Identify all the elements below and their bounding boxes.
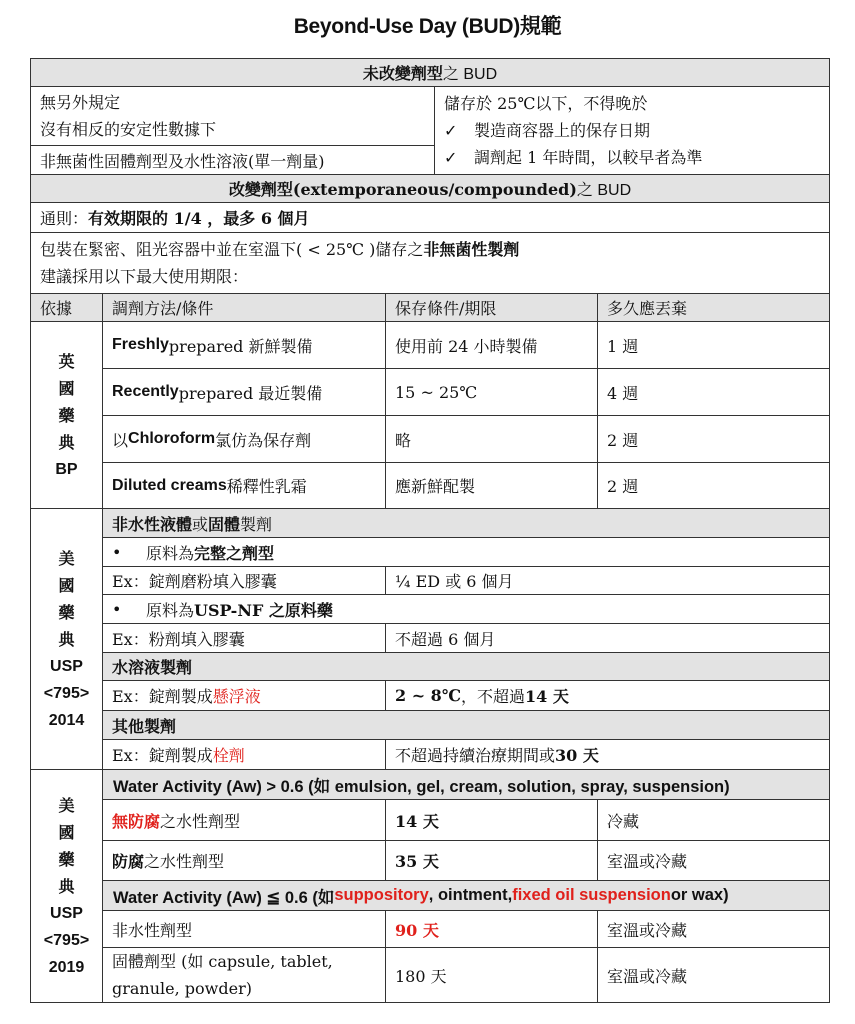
packaging-line-2: 建議採用以下最大使用期限： [40, 267, 249, 286]
usp2014-label: 美 國 藥 典 USP <795> 2014 [30, 508, 103, 770]
usp2014-ex4-value: 不超過持續治療期間或 30 天 [385, 739, 830, 770]
modified-header-suffix: 之 BUD [576, 182, 632, 199]
modified-header-main: 改變劑型(extemporaneous/compounded) [228, 180, 577, 199]
bp-row-3-method: 以 Chloroform 氯仿為保存劑 [102, 415, 386, 463]
modified-header [30, 174, 830, 203]
unmodified-header-suffix: 之 BUD [442, 66, 498, 83]
unmodified-rule [434, 86, 830, 175]
usp2019-high-row-2-days: 35 天 [385, 840, 598, 881]
check-icon: ✓ [444, 121, 458, 140]
usp2014-section-other: 其他製劑 [102, 710, 830, 740]
bp-row-1-discard: 1 週 [597, 321, 830, 369]
scope-text: 非無菌性固體劑型及水性溶液(單一劑量) [40, 151, 325, 171]
usp2019-aw-high: Water Activity (Aw) > 0.6 (如 emulsion, gel, cream, solution, spray, suspension) [102, 769, 830, 800]
bp-row-4-method: Diluted creams 稀釋性乳霜 [102, 462, 386, 509]
col-header-discard: 多久應丟棄 [597, 293, 830, 322]
col-header-basis: 依據 [30, 293, 103, 322]
usp2019-high-row-2-type: 防腐 之水性劑型 [102, 840, 386, 881]
usp2014-ex1-value: ¼ ED 或 6 個月 [385, 566, 830, 595]
bullet-icon: • [112, 542, 122, 562]
col-header-method: 調劑方法/條件 [102, 293, 386, 322]
bp-row-4-storage: 應新鮮配製 [385, 462, 598, 509]
usp2014-ex1: Ex：錠劑磨粉填入膠囊 [102, 566, 386, 595]
bp-row-2-discard: 4 週 [597, 368, 830, 416]
condition-line-2: 沒有相反的安定性數據下 [40, 120, 217, 139]
bp-row-2-storage: 15 ~ 25℃ [385, 368, 598, 416]
bullet-icon: • [112, 599, 122, 619]
general-rule-label: 通則： [40, 209, 89, 228]
unmodified-header-main: 未改變劑型 [362, 64, 443, 83]
usp2014-section-aqueous: 水溶液製劑 [102, 652, 830, 681]
usp2019-low-row-2-days: 180 天 [385, 947, 598, 1003]
usp2014-bullet-1: • 原料為 完整之劑型 [102, 537, 830, 567]
usp2019-high-row-2-storage: 室溫或冷藏 [597, 840, 830, 881]
usp2014-ex3: Ex：錠劑製成 懸浮液 [102, 680, 386, 711]
packaging-line-1: 包裝在緊密、阻光容器中並在室溫下( < 25℃ )儲存之非無菌性製劑 [40, 240, 520, 259]
unmodified-header [30, 58, 830, 87]
usp2019-high-row-1-type: 無防腐 之水性劑型 [102, 799, 386, 841]
bp-row-1-storage: 使用前 24 小時製備 [385, 321, 598, 369]
usp2014-ex3-value: 2 ~ 8℃ ，不超過 14 天 [385, 680, 830, 711]
col-header-storage: 保存條件/期限 [385, 293, 598, 322]
condition-line-1: 無另外規定 [40, 93, 121, 112]
usp2019-low-row-1-type: 非水性劑型 [102, 910, 386, 948]
usp2019-low-row-1-days: 90 天 [385, 910, 598, 948]
usp2014-ex2: Ex：粉劑填入膠囊 [102, 623, 386, 653]
bp-row-2-method: Recently prepared 最近製備 [102, 368, 386, 416]
unmodified-scope [30, 145, 435, 175]
rule-line: 儲存於 25℃以下，不得晚於 [444, 94, 648, 113]
rule-item-2: ✓ 調劑起 1 年時間，以較早者為準 [444, 144, 702, 171]
usp2014-section-nonaqueous: 非水性液體 或 固體 製劑 [102, 508, 830, 538]
bp-row-3-discard: 2 週 [597, 415, 830, 463]
bp-row-1-method: Freshly prepared 新鮮製備 [102, 321, 386, 369]
bp-row-3-storage: 略 [385, 415, 598, 463]
check-icon: ✓ [444, 148, 458, 167]
bp-row-4-discard: 2 週 [597, 462, 830, 509]
usp2019-high-row-1-storage: 冷藏 [597, 799, 830, 841]
packaging-note [30, 232, 830, 294]
page-title: Beyond-Use Day (BUD)規範 [293, 15, 562, 38]
rule-item-1: ✓ 製造商容器上的保存日期 [444, 117, 650, 144]
general-rule-value: 有效期限的 1/4 ，最多 6 個月 [88, 209, 310, 228]
usp2019-low-row-2-storage: 室溫或冷藏 [597, 947, 830, 1003]
usp2014-bullet-2: • 原料為 USP-NF 之原料藥 [102, 594, 830, 624]
usp2014-ex4: Ex：錠劑製成 栓劑 [102, 739, 386, 770]
usp2019-high-row-1-days: 14 天 [385, 799, 598, 841]
unmodified-condition [30, 86, 435, 146]
bp-label: 英 國 藥 典 BP [30, 321, 103, 509]
usp2014-ex2-value: 不超過 6 個月 [385, 623, 830, 653]
usp2019-low-row-1-storage: 室溫或冷藏 [597, 910, 830, 948]
usp2019-aw-low: Water Activity (Aw) ≦ 0.6 (如 suppository , ointment, fixed oil suspension or wax) [102, 880, 830, 911]
usp2019-label: 美 國 藥 典 USP <795> 2019 [30, 769, 103, 1003]
general-rule [30, 202, 830, 233]
usp2019-low-row-2-type: 固體劑型 (如 capsule, tablet, granule, powder) [102, 947, 386, 1003]
